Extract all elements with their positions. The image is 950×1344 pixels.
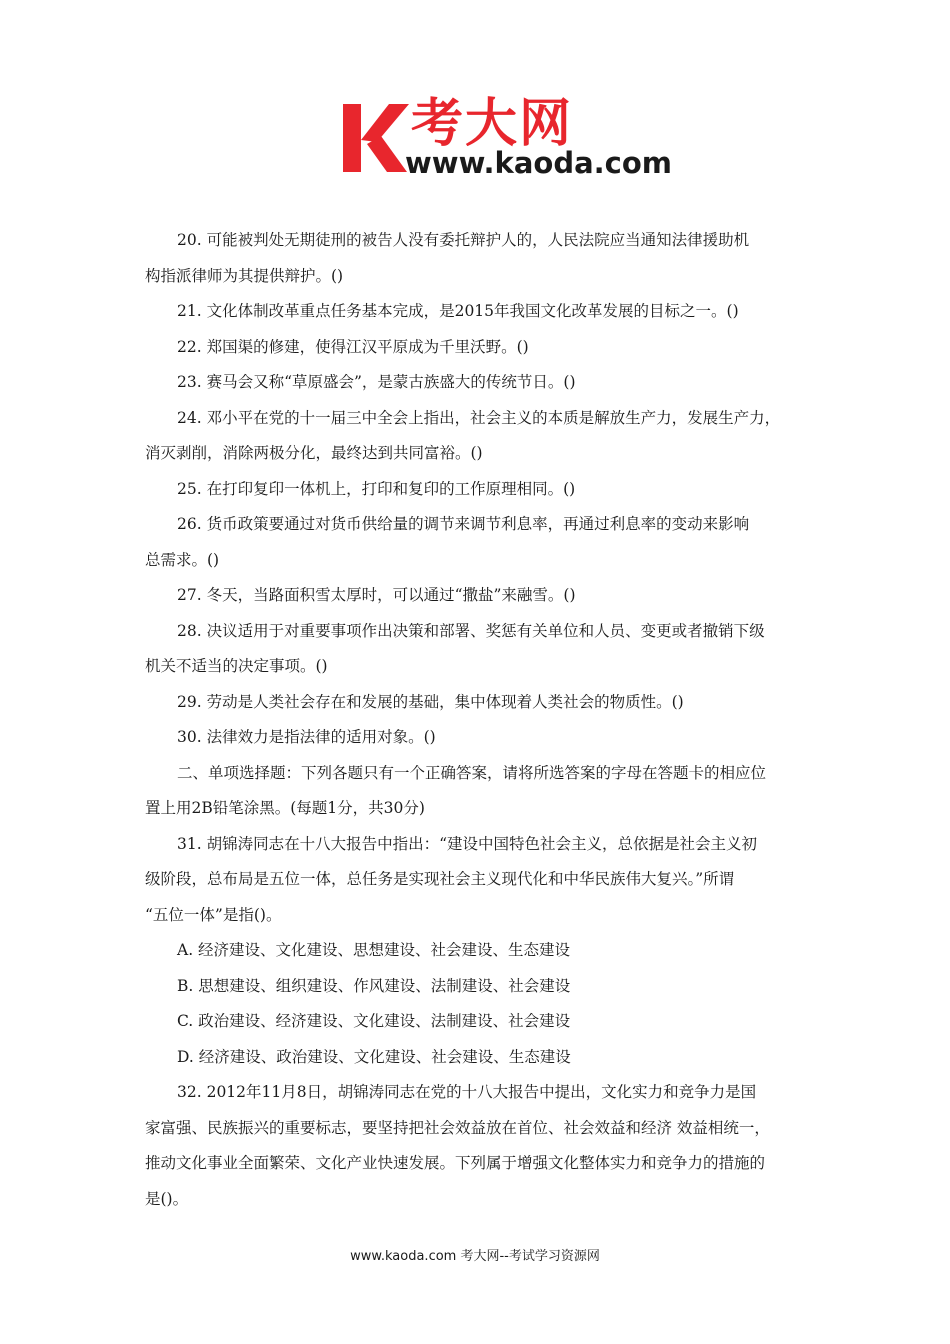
text-line: 二、单项选择题：下列各题只有一个正确答案，请将所选答案的字母在答题卡的相应位 bbox=[177, 763, 767, 782]
page-footer: www.kaoda.com 考大网--考试学习资源网 bbox=[350, 1249, 600, 1264]
logo-title: 考大网 bbox=[411, 94, 574, 154]
text-line: A. 经济建设、文化建设、思想建设、社会建设、生态建设 bbox=[177, 941, 571, 959]
text-line: 32. 2012年11月8日，胡锦涛同志在党的十八大报告中提出，文化实力和竞争力是国 bbox=[177, 1083, 757, 1101]
text-line: 29. 劳动是人类社会存在和发展的基础，集中体现着人类社会的物质性。() bbox=[177, 692, 684, 711]
document-body bbox=[145, 223, 817, 1217]
text-line: 31. 胡锦涛同志在十八大报告中指出：“建设中国特色社会主义，总依据是社会主义初 bbox=[177, 834, 758, 853]
text-line: 30. 法律效力是指法律的适用对象。() bbox=[177, 728, 436, 746]
text-line: 总需求。() bbox=[145, 550, 220, 569]
k-logo-icon bbox=[341, 100, 411, 176]
text-line: 机关不适当的决定事项。() bbox=[145, 657, 328, 675]
text-line: 推动文化事业全面繁荣、文化产业快速发展。下列属于增强文化整体实力和竞争力的措施的 bbox=[145, 1154, 766, 1172]
text-line: 21. 文化体制改革重点任务基本完成，是2015年我国文化改革发展的目标之一。() bbox=[177, 302, 739, 320]
text-line: 23. 赛马会又称“草原盛会”，是蒙古族盛大的传统节日。() bbox=[177, 373, 576, 391]
text-line: 25. 在打印复印一体机上，打印和复印的工作原理相同。() bbox=[177, 479, 576, 498]
text-line: 消灭剥削，消除两极分化，最终达到共同富裕。() bbox=[145, 444, 483, 462]
text-line: 27. 冬天，当路面积雪太厚时，可以通过“撒盐”来融雪。() bbox=[177, 586, 576, 604]
text-line: D. 经济建设、政治建设、文化建设、社会建设、生态建设 bbox=[177, 1047, 571, 1066]
text-line: 家富强、民族振兴的重要标志，要坚持把社会效益放在首位、社会效益和经济 效益相统一， bbox=[145, 1118, 770, 1137]
text-line: 置上用2B铅笔涂黑。(每题1分，共30分) bbox=[145, 799, 425, 817]
kaoda-logo bbox=[341, 94, 672, 186]
text-line: 是()。 bbox=[145, 1189, 189, 1208]
text-line: 级阶段，总布局是五位一体，总任务是实现社会主义现代化和中华民族伟大复兴。”所谓 bbox=[145, 870, 735, 888]
text-line: 24. 邓小平在党的十一届三中全会上指出，社会主义的本质是解放生产力，发展生产力， bbox=[177, 408, 781, 427]
logo-url: www.kaoda.com bbox=[405, 146, 672, 180]
text-line: B. 思想建设、组织建设、作风建设、法制建设、社会建设 bbox=[177, 976, 571, 995]
text-line: 构指派律师为其提供辩护。() bbox=[145, 266, 344, 285]
text-line: 28. 决议适用于对重要事项作出决策和部署、奖惩有关单位和人员、变更或者撤销下级 bbox=[177, 621, 765, 640]
text-line: 26. 货币政策要通过对货币供给量的调节来调节利息率，再通过利息率的变动来影响 bbox=[177, 515, 750, 533]
text-line: C. 政治建设、经济建设、文化建设、法制建设、社会建设 bbox=[177, 1012, 571, 1030]
text-line: “五位一体”是指()。 bbox=[145, 905, 282, 924]
text-line: 20. 可能被判处无期徒刑的被告人没有委托辩护人的，人民法院应当通知法律援助机 bbox=[177, 231, 750, 249]
text-line: 22. 郑国渠的修建，使得江汉平原成为千里沃野。() bbox=[177, 337, 529, 356]
